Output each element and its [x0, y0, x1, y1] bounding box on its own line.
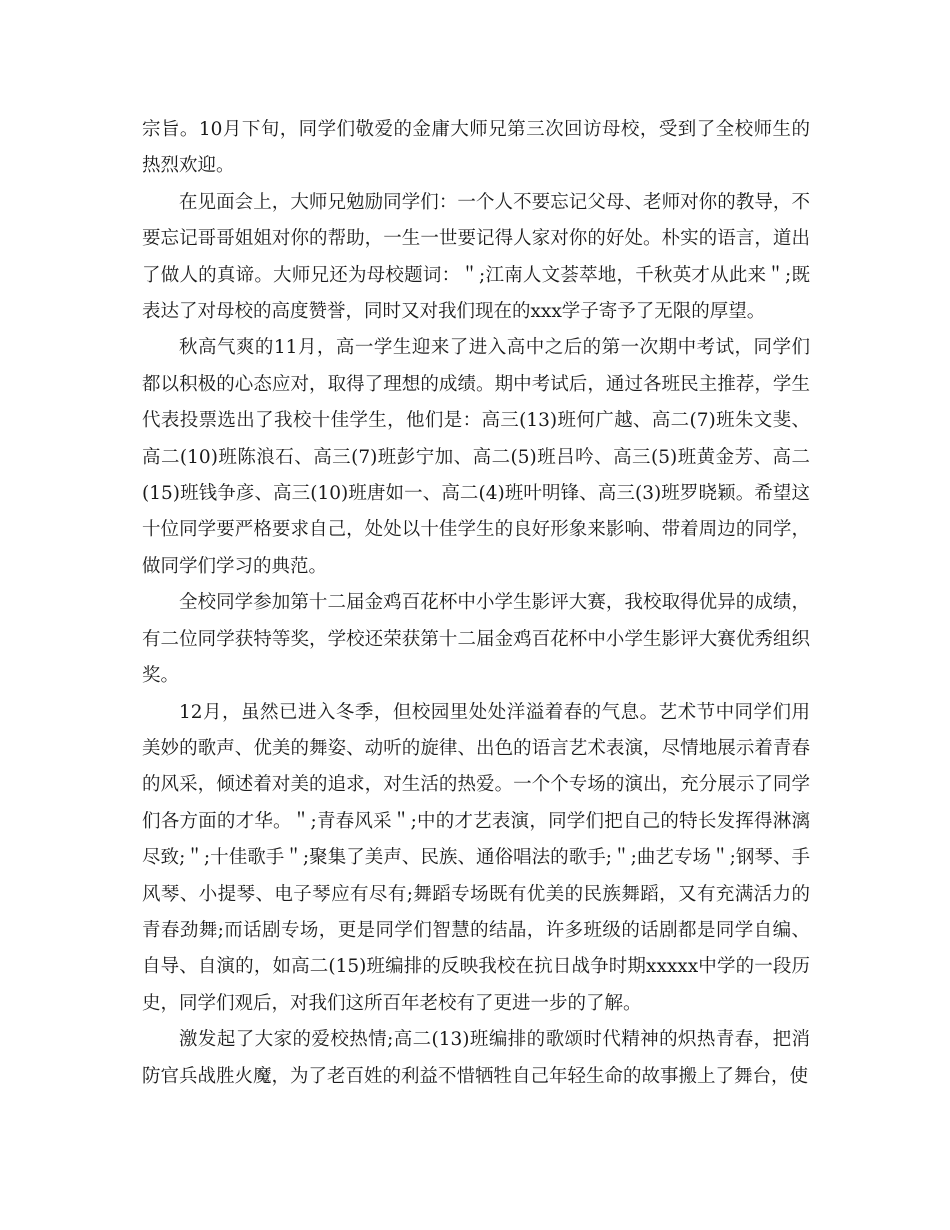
document-body: [142, 112, 810, 1095]
paragraph-meeting: 在见面会上，大师兄勉励同学们：一个人不要忘记父母、老师对你的教导，不要忘记哥哥姐姐对你的帮助，一生一世要记得人家对你的好处。朴实的语言，道出了做人的真谛。大师兄还为母校题词：＂;江南人文荟萃地，千秋英才从此来＂;既表达了对母校的高度赞誉，同时又对我们现在的xxx学子寄予了无限的厚望。: [142, 191, 810, 323]
paragraph-art-festival: 12月，虽然已进入冬季，但校园里处处洋溢着春的气息。艺术节中同学们用美妙的歌声、优美的舞姿、动听的旋律、出色的语言艺术表演，尽情地展示着青春的风采，倾述着对美的追求，对生活的热爱。一个个专场的演出，充分展示了同学们各方面的才华。＂;青春风采＂;中的才艺表演，同学们把自己的特长发挥得淋漓尽致;＂;十佳歌手＂;聚集了美声、民族、通俗唱法的歌手;＂;曲艺专场＂;钢琴、手风琴、小提琴、电子琴应有尽有;舞蹈专场既有优美的民族舞蹈，又有充满活力的青春劲舞;而话剧专场，更是同学们智慧的结晶，许多班级的话剧都是同学自编、自导、自演的，如高二(15)班编排的反映我校在抗日战争时期xxxxx中学的一段历史，同学们观后，对我们这所百年老校有了更进一步的了解。: [142, 701, 810, 1014]
paragraph-school-spirit: 激发起了大家的爱校热情;高二(13)班编排的歌颂时代精神的炽热青春，把消防官兵战胜火魔，为了老百姓的利益不惜牺牲自己年轻生命的故事搬上了舞台，使: [142, 1029, 810, 1087]
paragraph-midterm: 秋高气爽的11月，高一学生迎来了进入高中之后的第一次期中考试，同学们都以积极的心态应对，取得了理想的成绩。期中考试后，通过各班民主推荐，学生代表投票选出了我校十佳学生，他们是：高三(13)班何广越、高二(7)班朱文斐、高二(10)班陈浪石、高三(7)班彭宁加、高二(5)班吕吟、高三(5)班黄金芳、高二(15)班钱争彦、高三(10)班唐如一、高二(4)班叶明锋、高三(3)班罗晓颖。希望这十位同学要严格要求自己，处处以十佳学生的良好形象来影响、带着周边的同学，做同学们学习的典范。: [142, 337, 810, 577]
paragraph-continuation: 宗旨。10月下旬，同学们敬爱的金庸大师兄第三次回访母校，受到了全校师生的热烈欢迎。: [142, 119, 810, 177]
paragraph-film-review: 全校同学参加第十二届金鸡百花杯中小学生影评大赛，我校取得优异的成绩，有二位同学获特等奖，学校还荣获第十二届金鸡百花杯中小学生影评大赛优秀组织奖。: [142, 592, 810, 687]
